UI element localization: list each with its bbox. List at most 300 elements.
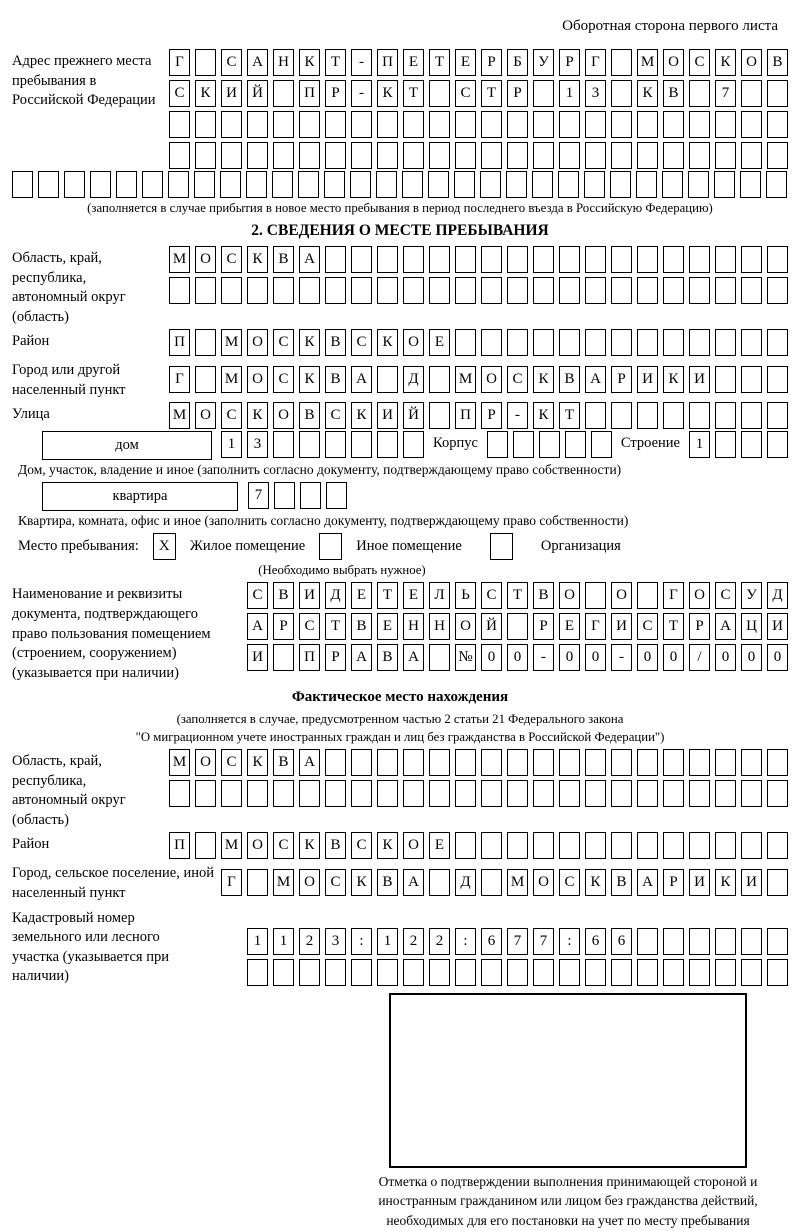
char-cell [533, 749, 554, 776]
char-cell: Р [689, 613, 710, 640]
stroenie-label: Строение [620, 435, 680, 452]
apartment-number-grid [248, 482, 347, 511]
char-cell [221, 780, 242, 807]
char-cell: Г [169, 49, 190, 76]
char-cell [715, 142, 736, 169]
char-cell [273, 959, 294, 986]
char-cell: К [247, 246, 268, 273]
char-cell [585, 832, 606, 859]
actual-location-title: Фактическое место нахождения [291, 689, 509, 706]
char-cell [350, 171, 371, 198]
char-cell: В [273, 749, 294, 776]
grid-row [221, 869, 788, 896]
char-cell [559, 832, 580, 859]
char-cell: 1 [247, 928, 268, 955]
char-cell [351, 246, 372, 273]
grid-row [169, 402, 788, 429]
char-cell [611, 142, 632, 169]
char-cell: О [247, 366, 268, 393]
house-type-box: дом [42, 431, 212, 460]
char-cell [299, 277, 320, 304]
char-cell [325, 142, 346, 169]
char-cell: В [533, 582, 554, 609]
char-cell: В [559, 366, 580, 393]
char-cell [611, 49, 632, 76]
char-cell: Б [507, 49, 528, 76]
char-cell [481, 780, 502, 807]
char-cell: Ь [455, 582, 476, 609]
char-cell: Н [273, 49, 294, 76]
char-cell [767, 142, 788, 169]
char-cell [221, 277, 242, 304]
char-cell: А [299, 749, 320, 776]
char-cell: В [325, 832, 346, 859]
char-cell: К [377, 80, 398, 107]
char-cell [559, 111, 580, 138]
region-label: Область, край, республика, автономный округ (область) [12, 250, 126, 325]
char-cell [611, 402, 632, 429]
grid-row [169, 366, 788, 393]
char-cell [195, 142, 216, 169]
char-cell: М [507, 869, 528, 896]
char-cell [559, 780, 580, 807]
char-cell [741, 111, 762, 138]
char-cell [168, 171, 189, 198]
char-cell [481, 869, 502, 896]
char-cell [351, 959, 372, 986]
char-cell [324, 171, 345, 198]
char-cell [565, 431, 586, 458]
char-cell: Р [559, 49, 580, 76]
char-cell [507, 749, 528, 776]
char-cell: Д [325, 582, 346, 609]
char-cell [194, 171, 215, 198]
char-cell: Л [429, 582, 450, 609]
char-cell [325, 749, 346, 776]
char-cell: К [247, 402, 268, 429]
char-cell: С [325, 869, 346, 896]
char-cell [741, 780, 762, 807]
char-cell: М [169, 402, 190, 429]
char-cell [507, 111, 528, 138]
char-cell: А [247, 613, 268, 640]
char-cell [663, 780, 684, 807]
char-cell [715, 749, 736, 776]
char-cell [533, 832, 554, 859]
char-cell [715, 928, 736, 955]
char-cell [298, 171, 319, 198]
char-cell: В [273, 582, 294, 609]
char-cell [662, 171, 683, 198]
char-cell [611, 749, 632, 776]
korpus-grid [487, 431, 612, 458]
char-cell: С [221, 402, 242, 429]
char-cell [377, 277, 398, 304]
char-cell [403, 780, 424, 807]
char-cell: Т [325, 613, 346, 640]
char-cell [767, 366, 788, 393]
char-cell: Д [455, 869, 476, 896]
char-cell [532, 171, 553, 198]
char-cell [767, 780, 788, 807]
char-cell: С [351, 329, 372, 356]
char-cell: Г [585, 49, 606, 76]
prev-address-block [12, 49, 788, 169]
char-cell: 0 [663, 644, 684, 671]
char-cell [558, 171, 579, 198]
char-cell [402, 171, 423, 198]
char-cell [246, 171, 267, 198]
char-cell: С [351, 832, 372, 859]
char-cell [325, 246, 346, 273]
char-cell [585, 582, 606, 609]
char-cell: С [273, 329, 294, 356]
char-cell [429, 366, 450, 393]
actual-region-label: Область, край, республика, автономный округ (область) [12, 753, 126, 828]
prev-address-label: Адрес прежнего места пребывания в Российской Федерации [12, 53, 156, 109]
char-cell: О [611, 582, 632, 609]
char-cell: Т [403, 80, 424, 107]
char-cell: В [767, 49, 788, 76]
char-cell: К [533, 402, 554, 429]
char-cell: С [273, 832, 294, 859]
grid-row [169, 277, 788, 304]
char-cell [637, 142, 658, 169]
char-cell: 0 [767, 644, 788, 671]
char-cell: Р [273, 613, 294, 640]
char-cell [663, 277, 684, 304]
char-cell [715, 246, 736, 273]
char-cell: 0 [559, 644, 580, 671]
char-cell: 7 [715, 80, 736, 107]
actual-district-label: Район [12, 836, 50, 853]
char-cell: К [715, 49, 736, 76]
char-cell: 0 [637, 644, 658, 671]
house-caption: Дом, участок, владение и иное (заполнить согласно документу, подтверждающему право собственности) [18, 462, 622, 478]
char-cell: А [403, 644, 424, 671]
char-cell [247, 959, 268, 986]
char-cell [351, 431, 372, 458]
char-cell [533, 277, 554, 304]
char-cell [428, 171, 449, 198]
char-cell: / [689, 644, 710, 671]
char-cell: И [221, 80, 242, 107]
char-cell [299, 959, 320, 986]
char-cell [221, 142, 242, 169]
char-cell [247, 780, 268, 807]
char-cell: С [507, 366, 528, 393]
char-cell: Д [403, 366, 424, 393]
char-cell [481, 277, 502, 304]
char-cell [377, 431, 398, 458]
char-cell [585, 780, 606, 807]
char-cell [689, 80, 710, 107]
stamp-box [389, 993, 747, 1168]
char-cell [584, 171, 605, 198]
char-cell [611, 329, 632, 356]
page-header: Оборотная сторона первого листа [562, 18, 778, 34]
char-cell [325, 277, 346, 304]
char-cell: : [351, 928, 372, 955]
char-cell: Т [429, 49, 450, 76]
stroenie-grid [689, 431, 788, 458]
grid-row [169, 142, 788, 169]
char-cell [480, 171, 501, 198]
char-cell [64, 171, 85, 198]
char-cell: К [299, 329, 320, 356]
char-cell [533, 142, 554, 169]
char-cell: О [195, 246, 216, 273]
char-cell: 6 [585, 928, 606, 955]
char-cell: И [247, 644, 268, 671]
char-cell [429, 142, 450, 169]
char-cell: 7 [533, 928, 554, 955]
char-cell [637, 832, 658, 859]
char-cell [169, 111, 190, 138]
char-cell: 0 [585, 644, 606, 671]
apartment-type-box: квартира [42, 482, 238, 511]
char-cell [741, 142, 762, 169]
char-cell: О [403, 832, 424, 859]
char-cell [273, 780, 294, 807]
char-cell: Г [663, 582, 684, 609]
char-cell: С [299, 613, 320, 640]
char-cell: И [689, 366, 710, 393]
char-cell [300, 482, 321, 509]
char-cell [377, 749, 398, 776]
char-cell: С [559, 869, 580, 896]
char-cell [559, 277, 580, 304]
char-cell: И [377, 402, 398, 429]
char-cell [611, 832, 632, 859]
char-cell: Е [455, 49, 476, 76]
grid-row [169, 832, 788, 859]
char-cell [714, 171, 735, 198]
grid-row [169, 780, 788, 807]
char-cell: М [169, 246, 190, 273]
char-cell [481, 832, 502, 859]
char-cell [767, 329, 788, 356]
char-cell: Т [559, 402, 580, 429]
char-cell [481, 246, 502, 273]
char-cell [637, 959, 658, 986]
char-cell [689, 928, 710, 955]
char-cell [274, 482, 295, 509]
char-cell: 1 [273, 928, 294, 955]
char-cell [455, 246, 476, 273]
char-cell [455, 780, 476, 807]
char-cell: Г [221, 869, 242, 896]
char-cell: 1 [221, 431, 242, 458]
char-cell [741, 832, 762, 859]
char-cell [507, 246, 528, 273]
stay-type-note: (Необходимо выбрать нужное) [258, 563, 426, 578]
char-cell [455, 749, 476, 776]
char-cell [767, 111, 788, 138]
char-cell: М [169, 749, 190, 776]
char-cell [611, 959, 632, 986]
char-cell: А [585, 366, 606, 393]
district-block [12, 329, 788, 356]
char-cell [689, 402, 710, 429]
document-block [12, 582, 788, 683]
char-cell [741, 749, 762, 776]
char-cell [715, 780, 736, 807]
char-cell [539, 431, 560, 458]
char-cell: П [455, 402, 476, 429]
char-cell: М [221, 832, 242, 859]
char-cell: О [195, 749, 216, 776]
char-cell: 7 [507, 928, 528, 955]
char-cell [585, 959, 606, 986]
char-cell [195, 832, 216, 859]
char-cell [454, 171, 475, 198]
actual-district-block [12, 832, 788, 859]
char-cell: 1 [377, 928, 398, 955]
char-cell [273, 277, 294, 304]
char-cell [481, 329, 502, 356]
city-block [12, 358, 788, 400]
char-cell [663, 959, 684, 986]
char-cell [637, 277, 658, 304]
char-cell: В [611, 869, 632, 896]
char-cell: Р [611, 366, 632, 393]
cadastral-grid [247, 928, 788, 986]
document-label: Наименование и реквизиты документа, подтверждающего право пользования помещением (строением, сооружением) (указывается при наличии) [12, 586, 211, 681]
char-cell [351, 277, 372, 304]
char-cell [507, 329, 528, 356]
char-cell [591, 431, 612, 458]
korpus-label: Корпус [433, 435, 478, 452]
grid-row [169, 246, 788, 273]
char-cell [533, 80, 554, 107]
char-cell: № [455, 644, 476, 671]
char-cell [637, 402, 658, 429]
char-cell: Т [507, 582, 528, 609]
char-cell: О [559, 582, 580, 609]
char-cell [559, 959, 580, 986]
char-cell: О [455, 613, 476, 640]
char-cell [559, 246, 580, 273]
char-cell [487, 431, 508, 458]
char-cell [299, 111, 320, 138]
char-cell: К [585, 869, 606, 896]
region-block [12, 246, 788, 327]
char-cell [767, 431, 788, 458]
char-cell: К [663, 366, 684, 393]
char-cell [299, 431, 320, 458]
char-cell [637, 780, 658, 807]
char-cell: Н [429, 613, 450, 640]
char-cell [299, 780, 320, 807]
char-cell [741, 928, 762, 955]
grid-row [247, 582, 788, 609]
char-cell: К [533, 366, 554, 393]
char-cell [611, 246, 632, 273]
char-cell [663, 329, 684, 356]
city-label: Город или другой населенный пункт [12, 362, 126, 398]
char-cell [142, 171, 163, 198]
char-cell [689, 749, 710, 776]
char-cell [533, 246, 554, 273]
apartment-row [42, 482, 788, 511]
char-cell [481, 959, 502, 986]
char-cell [247, 869, 268, 896]
char-cell [38, 171, 59, 198]
char-cell [637, 928, 658, 955]
char-cell: А [351, 366, 372, 393]
char-cell: К [299, 832, 320, 859]
prev-address-full-row [12, 171, 788, 198]
char-cell [273, 431, 294, 458]
char-cell [663, 402, 684, 429]
actual-city-block [12, 861, 788, 903]
char-cell [455, 277, 476, 304]
char-cell: М [455, 366, 476, 393]
char-cell: 1 [689, 431, 710, 458]
char-cell: В [377, 644, 398, 671]
char-cell [455, 111, 476, 138]
char-cell [326, 482, 347, 509]
char-cell [741, 329, 762, 356]
char-cell [767, 832, 788, 859]
char-cell: Е [351, 582, 372, 609]
char-cell [715, 366, 736, 393]
actual-region-block [12, 749, 788, 830]
char-cell [715, 959, 736, 986]
char-cell: В [273, 246, 294, 273]
char-cell: В [351, 613, 372, 640]
char-cell [429, 277, 450, 304]
char-cell: К [299, 49, 320, 76]
char-cell [12, 171, 33, 198]
char-cell [663, 142, 684, 169]
char-cell: И [611, 613, 632, 640]
stamp-area [368, 993, 768, 1231]
checkbox-residential: X [153, 533, 176, 560]
char-cell [513, 431, 534, 458]
char-cell: В [325, 329, 346, 356]
char-cell: К [351, 402, 372, 429]
house-row [42, 431, 788, 460]
char-cell [377, 142, 398, 169]
prev-address-note: (заполняется в случае прибытия в новое место пребывания в период последнего въезда в Российскую Федерацию) [87, 201, 713, 215]
char-cell [767, 402, 788, 429]
char-cell: О [299, 869, 320, 896]
char-cell [767, 959, 788, 986]
char-cell [429, 869, 450, 896]
char-cell: Е [403, 49, 424, 76]
char-cell: 0 [507, 644, 528, 671]
char-cell [325, 780, 346, 807]
char-cell [195, 277, 216, 304]
char-cell: О [689, 582, 710, 609]
grid-row [169, 329, 788, 356]
char-cell [376, 171, 397, 198]
char-cell [481, 142, 502, 169]
char-cell [637, 246, 658, 273]
char-cell: 1 [559, 80, 580, 107]
char-cell [507, 277, 528, 304]
option-other-premises-label: Иное помещение [356, 538, 462, 555]
char-cell [611, 780, 632, 807]
char-cell [377, 246, 398, 273]
char-cell [429, 780, 450, 807]
char-cell [403, 142, 424, 169]
char-cell [741, 277, 762, 304]
char-cell [741, 80, 762, 107]
char-cell [351, 780, 372, 807]
